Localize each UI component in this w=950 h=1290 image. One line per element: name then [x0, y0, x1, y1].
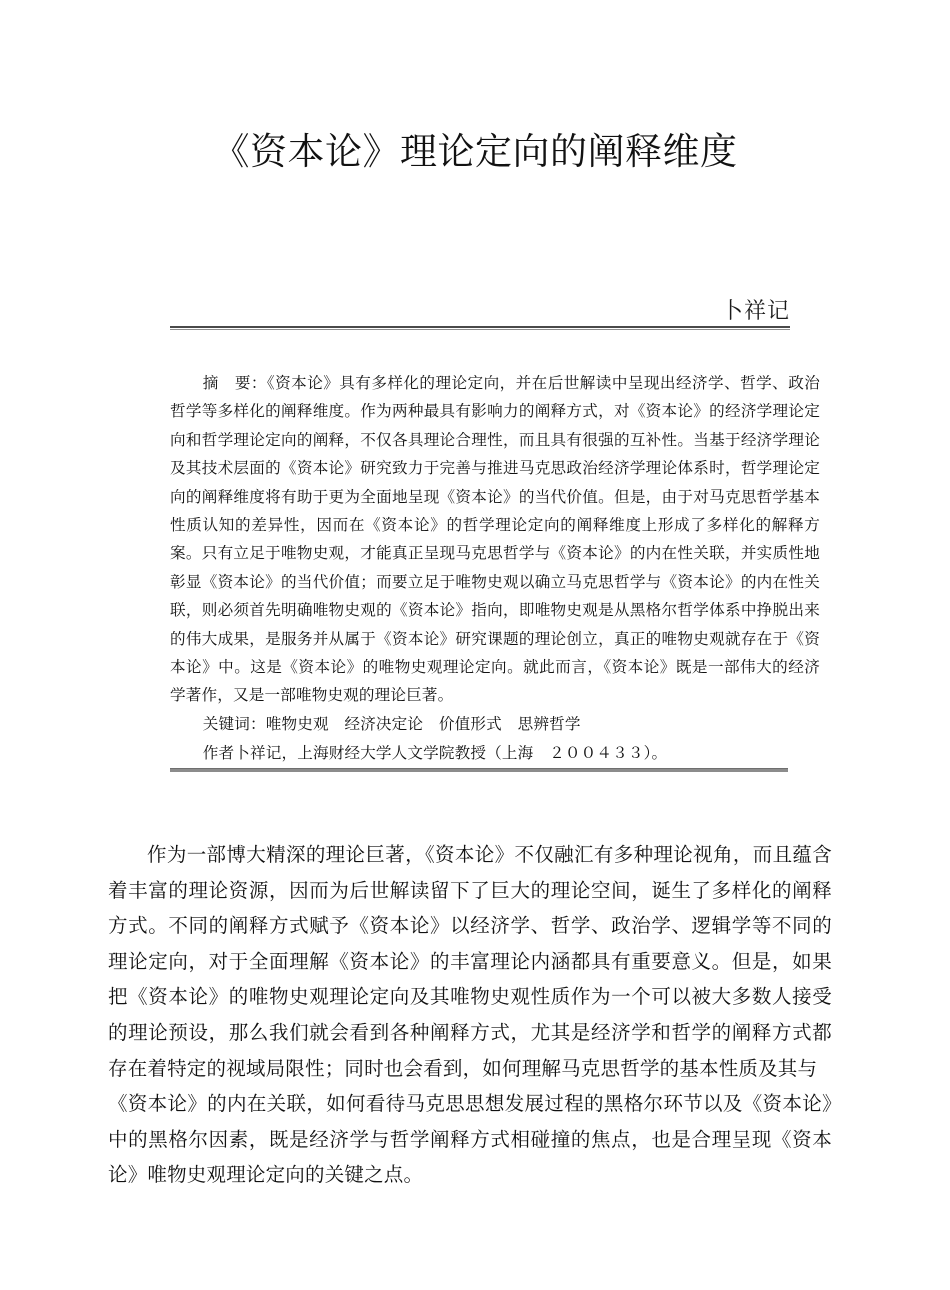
author-affiliation: 作者卜祥记，上海财经大学人文学院教授（上海 ２００４３３）。 [202, 745, 668, 762]
title-block [0, 126, 950, 178]
divider-line-light [170, 329, 790, 330]
abstract-text: 摘 要：《资本论》具有多样化的理论定向，并在后世解读中呈现出经济学、哲学、政治哲学等多样化的阐释维度。作为两种最具有影响力的阐释方式，对《资本论》的经济学理论定向和哲学理论定向的阐释，不仅各具理论合理性，而且具有很强的互补性。当基于经济学理论及其技术层面的《资本论》研究致力于完善与推进马克思政治经济学理论体系时，哲学理论定向的阐释维度将有助于更为全面地呈现《资本论》的当代价值。但是，由于对马克思哲学基本性质认知的差异性，因而在《资本论》的哲学理论定向的阐释维度上形成了多样化的解释方案。只有立足于唯物史观，才能真正呈现马克思哲学与《资本论》的内在性关联，并实质性地彰显《资本论》的当代价值；而要立足于唯物史观以确立马克思哲学与《资本论》的内在性关联，则必须首先明确唯物史观的《资本论》指向，即唯物史观是从黑格尔哲学体系中挣脱出来的伟大成果，是服务并从属于《资本论》研究课题的理论创立，真正的唯物史观就存在于《资本论》中。这是《资本论》的唯物史观理论定向。就此而言，《资本论》既是一部伟大的经济学著作，又是一部唯物史观的理论巨著。 [170, 375, 820, 705]
body-paragraph-first: 作为一部博大精深的理论巨著，《资本论》不仅融汇有多种理论视角，而且蕴含着丰富的理论资源，因而为后世解读留下了巨大的理论空间，诞生了多样化的阐释方式。不同的阐释方式赋予《资本论》以经济学、哲学、政治学、逻辑学等不同的理论定向，对于全面理解《资本论》的丰富理论内涵都具有重要意义。但是，如果把《资本论》的唯物史观理论定向及其唯物史观性质作为一个可以被大多数人接受的理论预设，那么我们就会看到各种阐释方式，尤其是经济学和哲学的阐释方式都存在着特定的视域局限性；同时也会看到，如何理解马克思哲学的基本性质及其与 [108, 844, 832, 1080]
divider-line-dark [170, 326, 790, 328]
author-name: 卜祥记 [720, 298, 790, 323]
divider-line-light [170, 769, 788, 772]
page-title: 《资本论》理论定向的阐释维度 [212, 131, 738, 172]
header-divider-rule [170, 326, 790, 330]
keywords-line: 关键词：唯物史观 经济决定论 价值形式 思辨哲学 [202, 715, 581, 733]
abstract-block [170, 370, 820, 739]
affiliation-divider-rule [170, 768, 788, 772]
body-paragraph-continued: 《资本论》的内在关联，如何看待马克思思想发展过程的黑格尔环节以及《资本论》中的黑格尔因素，既是经济学与哲学阐释方式相碰撞的焦点，也是合理呈现《资本论》唯物史观理论定向的关键之点。 [108, 1093, 832, 1187]
body-block [108, 838, 832, 1194]
